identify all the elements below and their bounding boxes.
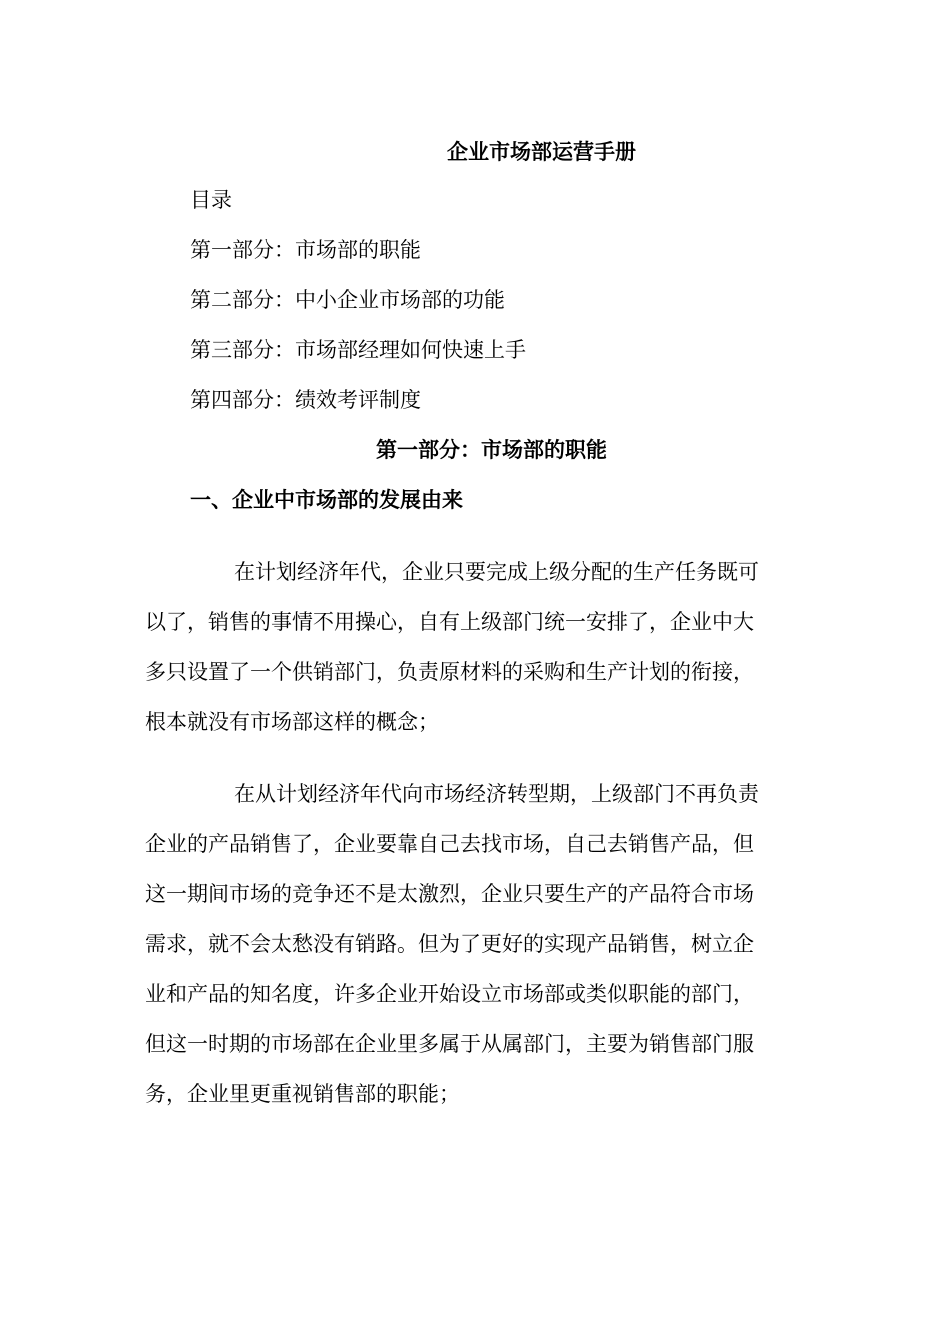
paragraph-line: 多只设置了一个供销部门，负责原材料的采购和生产计划的衔接， bbox=[145, 660, 754, 684]
sub-heading: 一、企业中市场部的发展由来 bbox=[190, 487, 463, 512]
paragraph-line: 企业的产品销售了，企业要靠自己去找市场，自己去销售产品，但 bbox=[145, 832, 754, 856]
toc-item: 第四部分：绩效考评制度 bbox=[190, 388, 421, 412]
paragraph-line: 根本就没有市场部这样的概念； bbox=[145, 710, 439, 734]
body-paragraph bbox=[145, 557, 805, 757]
paragraph-line: 在从计划经济年代向市场经济转型期，上级部门不再负责 bbox=[234, 782, 759, 806]
paragraph-line: 在计划经济年代，企业只要完成上级分配的生产任务既可 bbox=[234, 560, 759, 584]
paragraph-line: 但这一时期的市场部在企业里多属于从属部门，主要为销售部门服 bbox=[145, 1032, 754, 1056]
paragraph-line: 务，企业里更重视销售部的职能； bbox=[145, 1082, 460, 1106]
table-of-contents bbox=[190, 185, 526, 435]
section-heading: 第一部分：市场部的职能 bbox=[376, 437, 607, 462]
toc-item: 第一部分：市场部的职能 bbox=[190, 238, 421, 262]
toc-heading: 目录 bbox=[190, 188, 232, 212]
paragraph-line: 以了，销售的事情不用操心，自有上级部门统一安排了，企业中大 bbox=[145, 610, 754, 634]
body-paragraph bbox=[145, 779, 805, 1129]
paragraph-line: 需求，就不会太愁没有销路。但为了更好的实现产品销售，树立企 bbox=[145, 932, 754, 956]
paragraph-line: 业和产品的知名度，许多企业开始设立市场部或类似职能的部门， bbox=[145, 982, 754, 1006]
toc-item: 第二部分：中小企业市场部的功能 bbox=[190, 288, 505, 312]
document-title: 企业市场部运营手册 bbox=[447, 139, 636, 164]
paragraph-line: 这一期间市场的竞争还不是太激烈，企业只要生产的产品符合市场 bbox=[145, 882, 754, 906]
toc-item: 第三部分：市场部经理如何快速上手 bbox=[190, 338, 526, 362]
